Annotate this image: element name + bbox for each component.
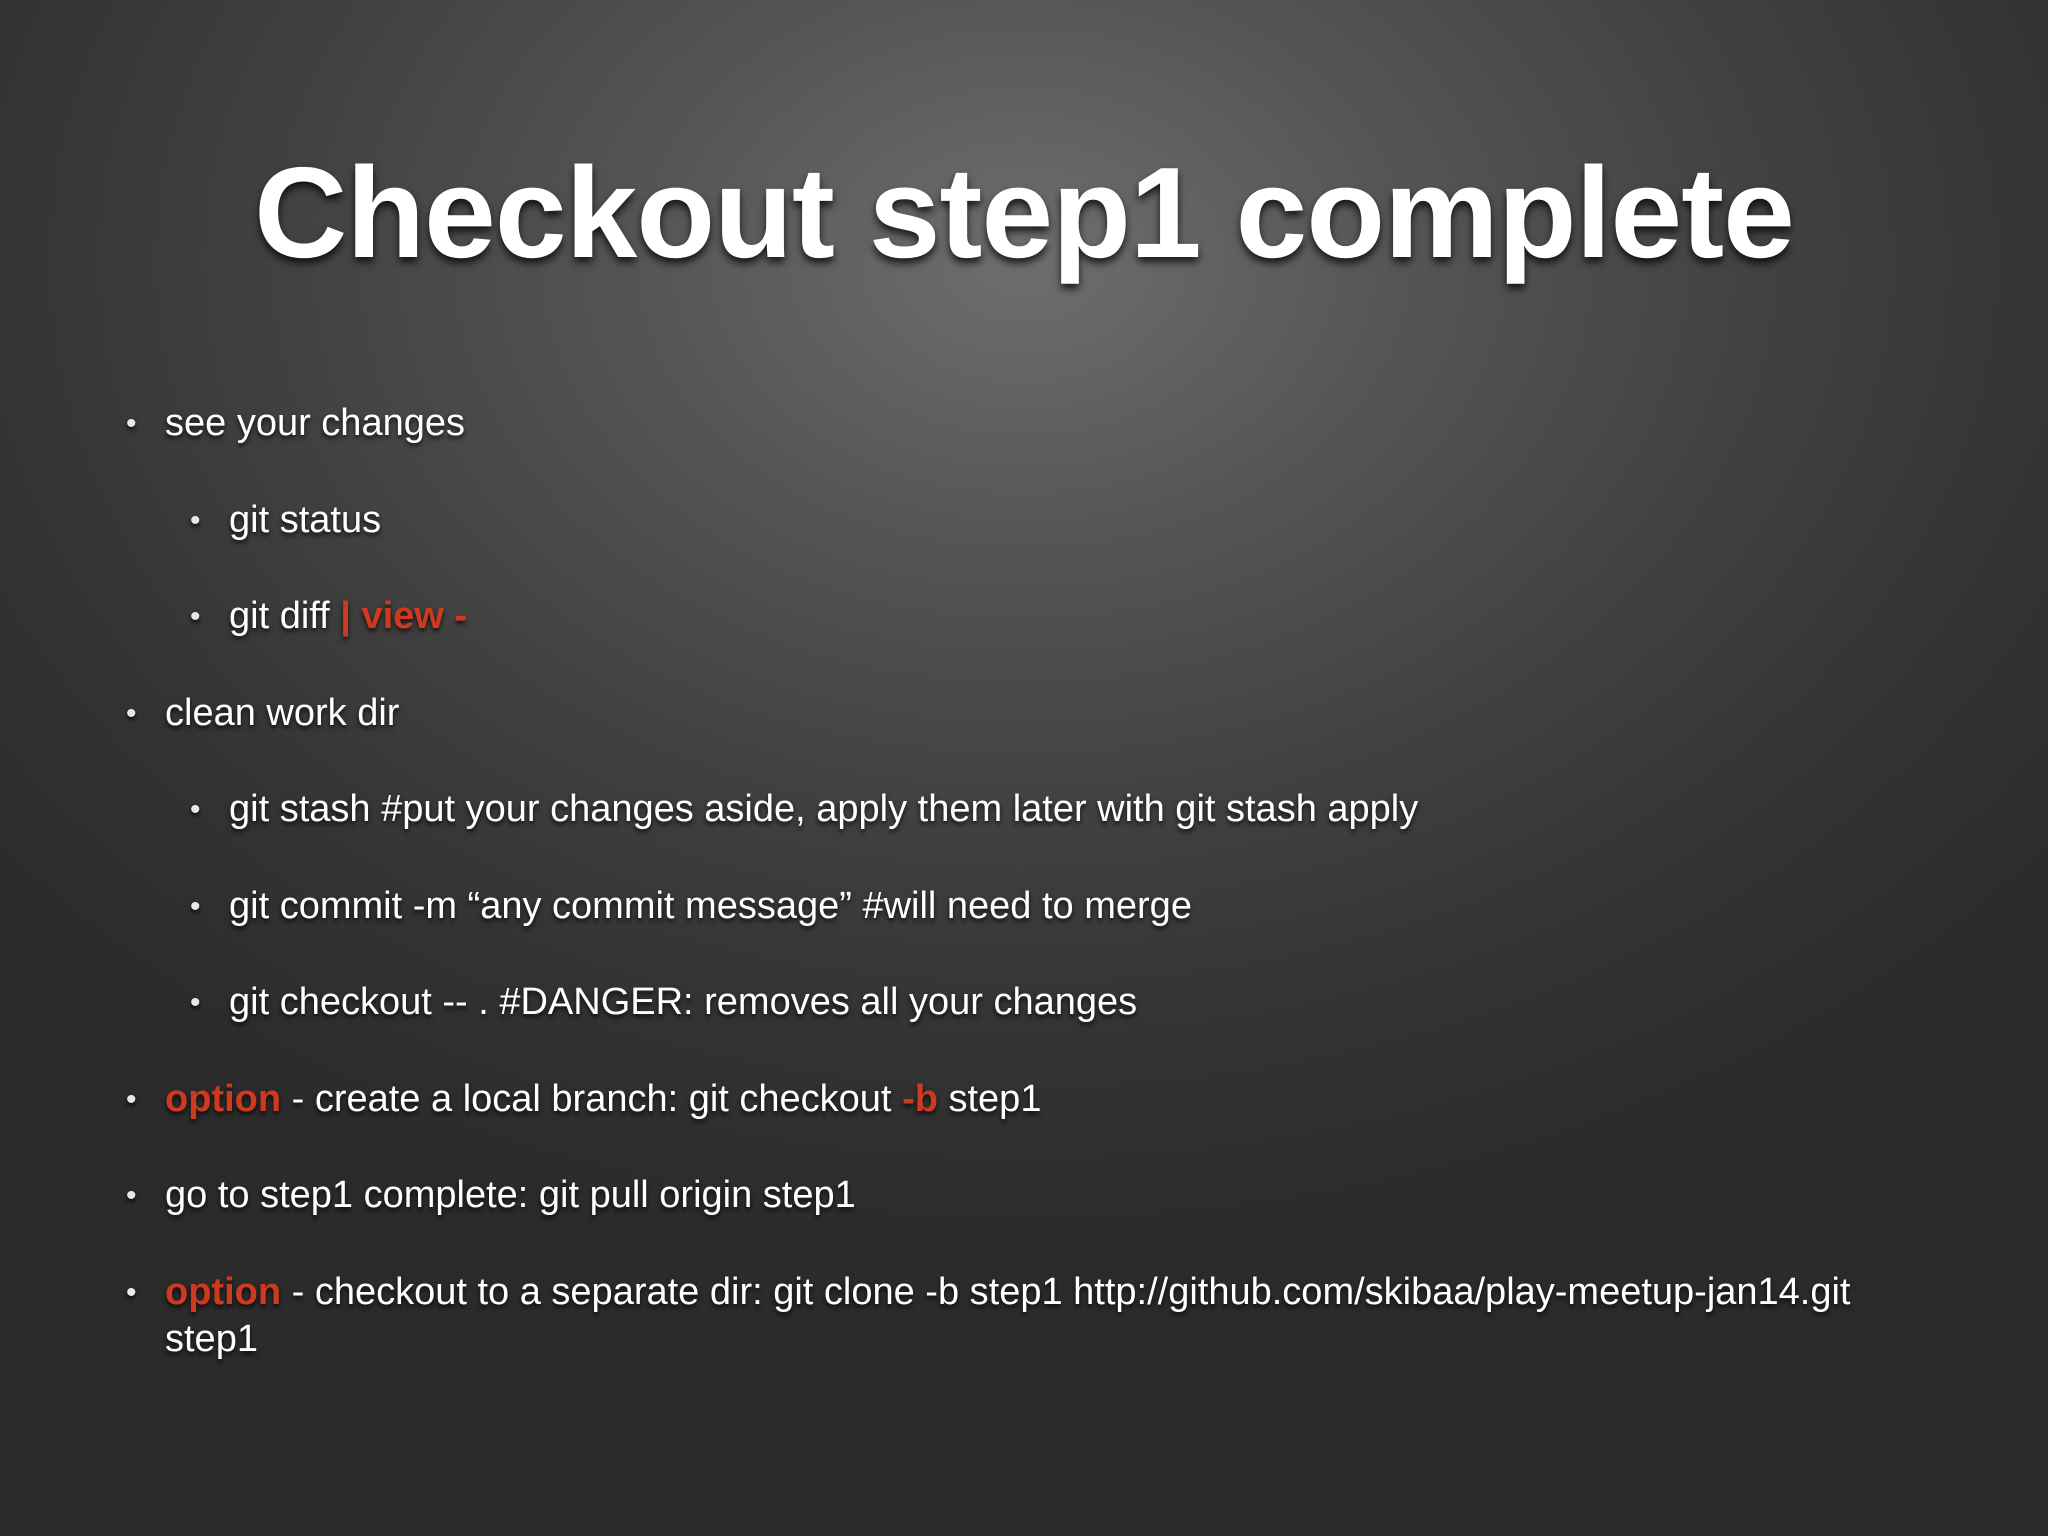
bullet-git-diff xyxy=(190,593,468,640)
bullet-clean-work-dir xyxy=(126,690,400,737)
bullet-text: step1 xyxy=(937,1078,1042,1120)
bullet-git-commit xyxy=(190,883,1192,930)
bullet-text: git status xyxy=(229,499,382,541)
bullet-text: git commit -m “any commit message” #will need to merge xyxy=(229,885,1192,927)
bullet-dot: • xyxy=(190,793,201,826)
bullet-text: git stash #put your changes aside, apply them later with git stash apply xyxy=(229,788,1419,830)
bullet-see-changes xyxy=(126,400,465,447)
bullet-dot: • xyxy=(190,504,201,537)
bullet-dot: • xyxy=(126,697,137,730)
bullet-go-to-step1 xyxy=(126,1172,856,1219)
bullet-git-stash xyxy=(190,786,1419,833)
bullet-git-checkout-danger xyxy=(190,979,1138,1026)
highlight-text: | view - xyxy=(340,595,468,637)
bullet-dot: • xyxy=(190,600,201,633)
option-label: option xyxy=(165,1271,282,1313)
bullet-text: git checkout -- . #DANGER: removes all your changes xyxy=(229,981,1138,1023)
branch-flag: -b xyxy=(902,1078,938,1120)
bullet-text: - checkout to a separate dir: git clone -b step1 http://github.com/skibaa/play-meetup-jan14.git step1 xyxy=(165,1271,1851,1360)
bullet-dot: • xyxy=(190,890,201,923)
bullet-text: clean work dir xyxy=(165,692,400,734)
option-label: option xyxy=(165,1078,282,1120)
bullet-text: git diff xyxy=(229,595,341,637)
slide-title: Checkout step1 complete xyxy=(254,141,1794,285)
bullet-dot: • xyxy=(126,1276,137,1309)
bullet-text: - create a local branch: git checkout xyxy=(281,1078,903,1120)
bullet-option-clone xyxy=(126,1269,1875,1363)
bullet-dot: • xyxy=(126,407,137,440)
bullet-dot: • xyxy=(190,986,201,1019)
bullet-dot: • xyxy=(126,1179,137,1212)
bullet-git-status xyxy=(190,497,382,544)
bullet-dot: • xyxy=(126,1083,137,1116)
bullet-option-branch xyxy=(126,1076,1042,1123)
bullet-text: go to step1 complete: git pull origin step1 xyxy=(165,1174,856,1216)
bullet-text: see your changes xyxy=(165,402,465,444)
